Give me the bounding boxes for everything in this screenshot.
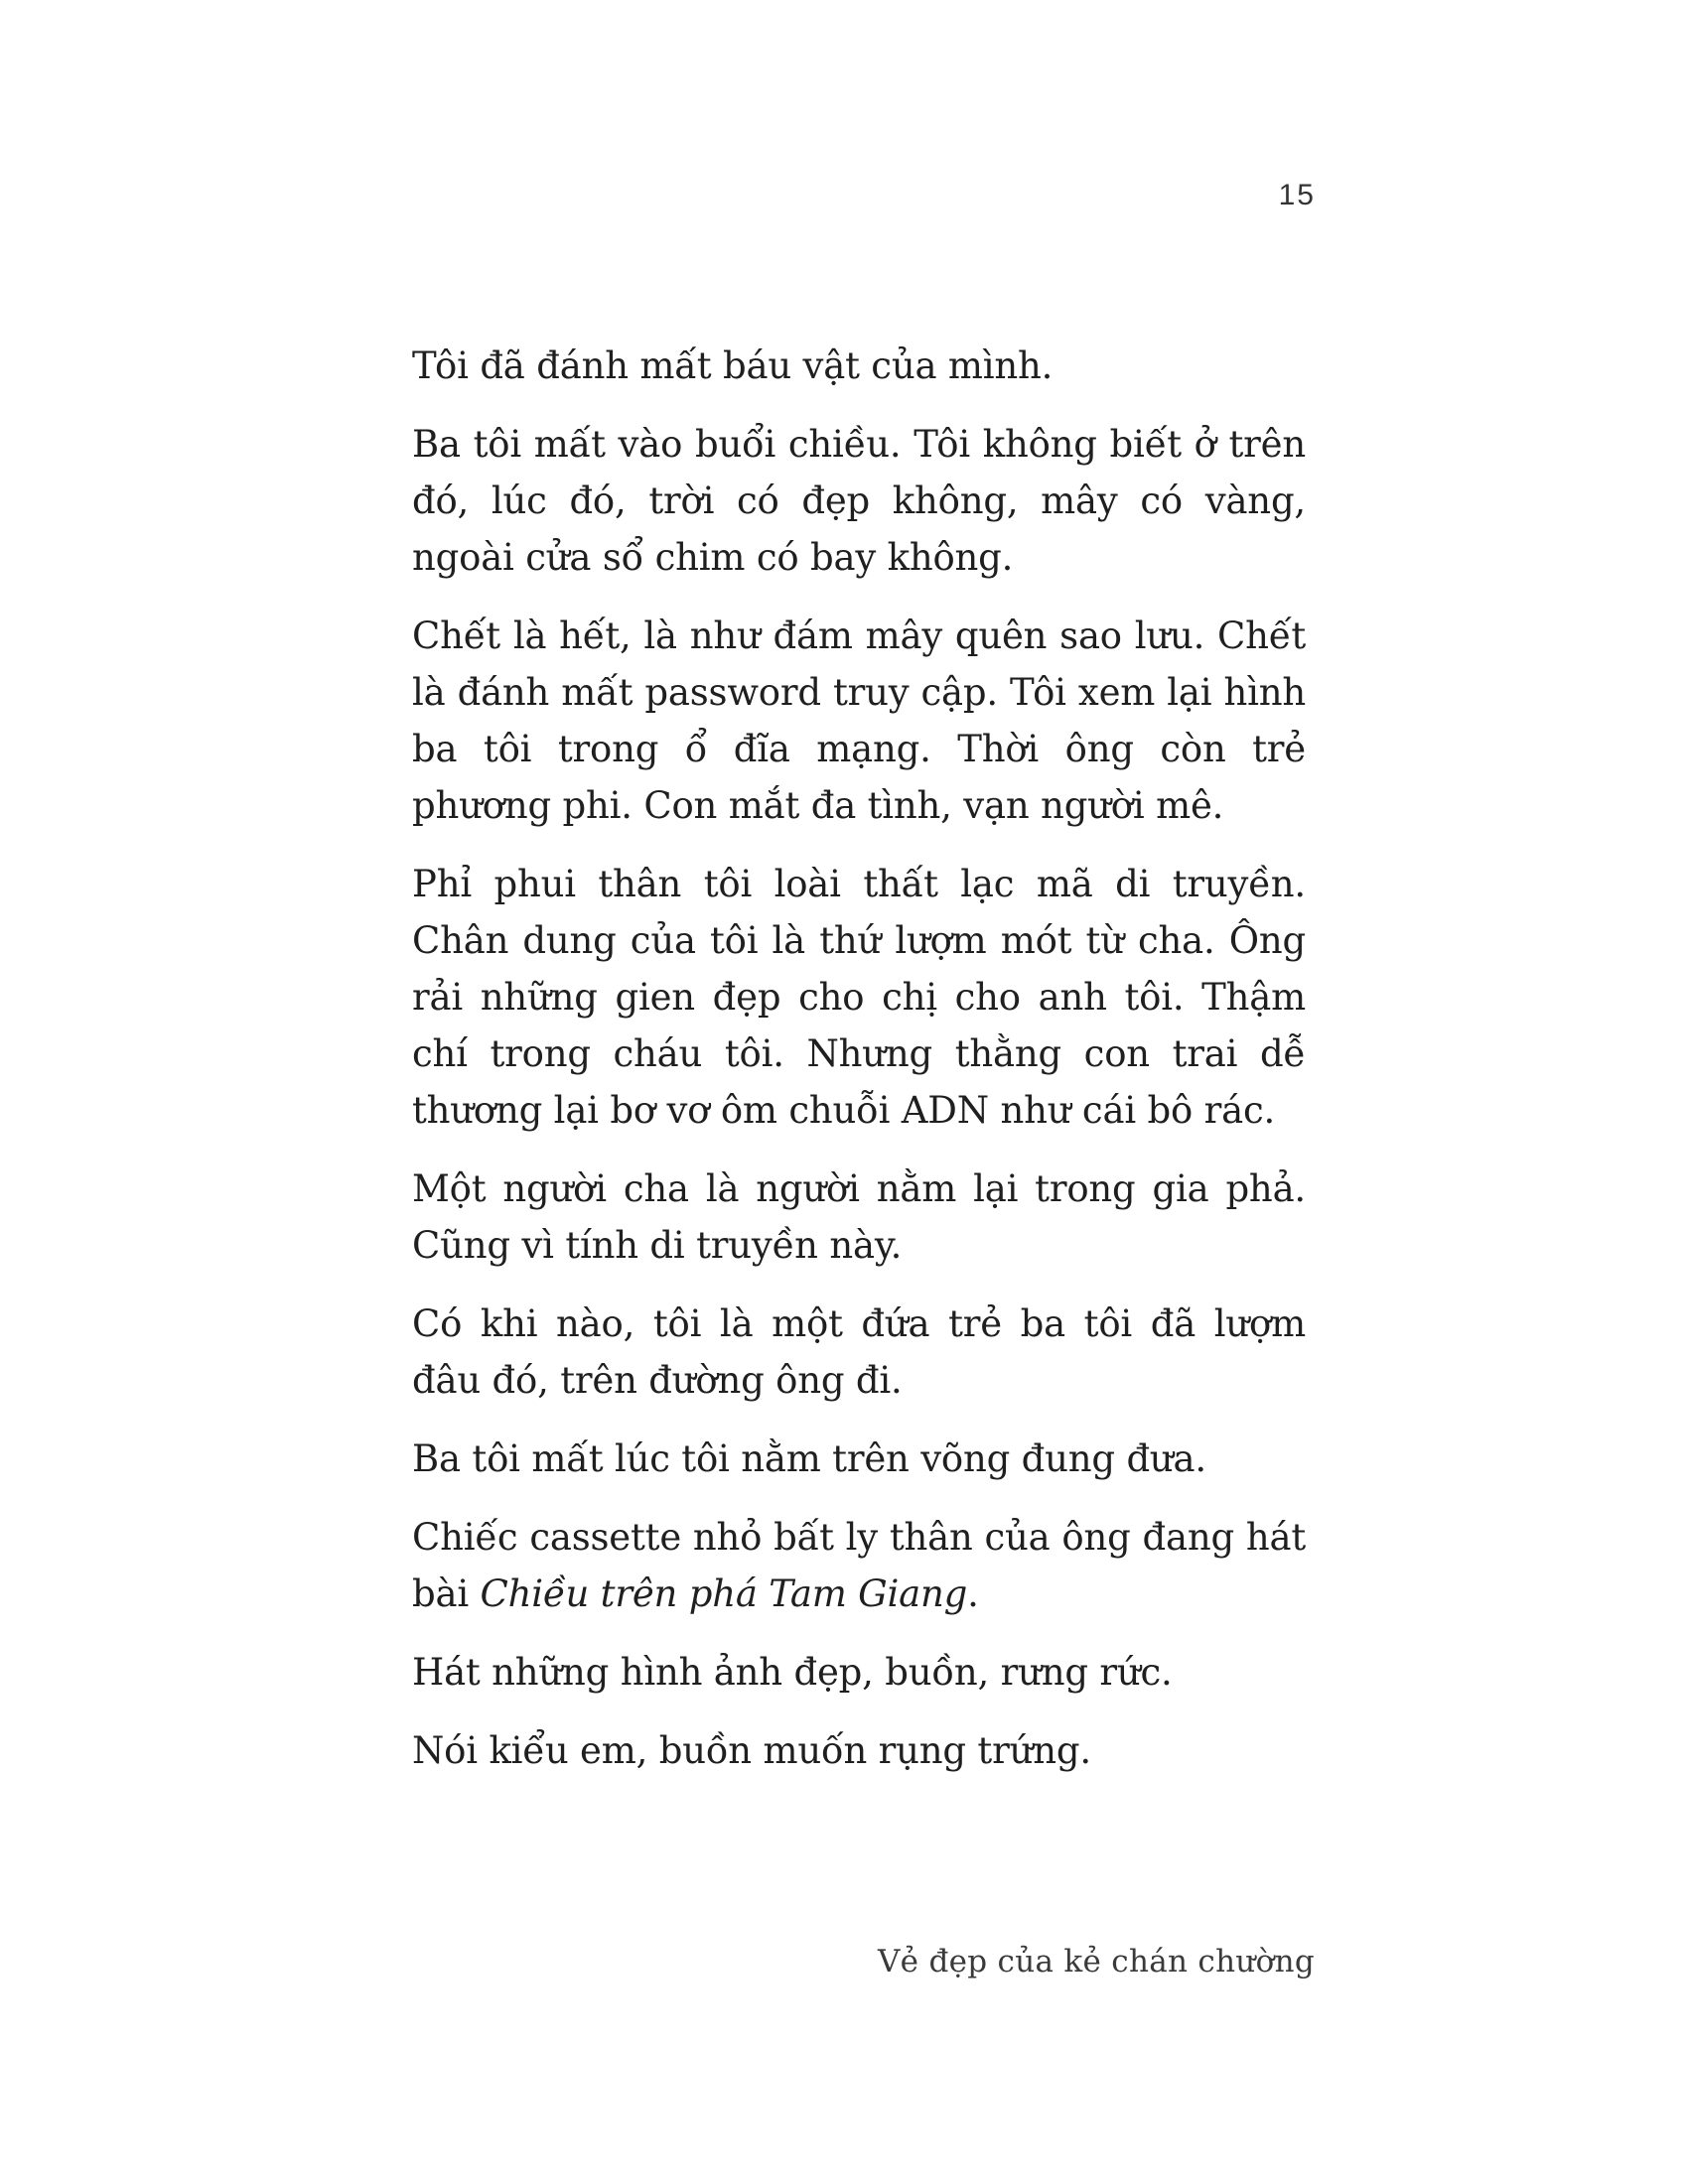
paragraph-2: Ba tôi mất vào buổi chiều. Tôi không biết ở trên đó, lúc đó, trời có đẹp không, mây có vàng, ngoài cửa sổ chim có bay không. [412,423,1306,579]
footer-book-title: Vẻ đẹp của kẻ chán chường [877,1944,1315,1979]
paragraph-3: Chết là hết, là như đám mây quên sao lưu. Chết là đánh mất password truy cập. Tôi xem lại hình ba tôi trong ổ đĩa mạng. Thời ông còn trẻ phương phi. Con mắt đa tình, vạn người mê. [412,614,1306,827]
body-text [412,338,1306,1801]
paragraph-8 [412,1509,1306,1622]
paragraph-7: Ba tôi mất lúc tôi nằm trên võng đung đưa. [412,1437,1206,1480]
paragraph-1: Tôi đã đánh mất báu vật của mình. [412,344,1054,387]
paragraph-9: Hát những hình ảnh đẹp, buồn, rưng rức. [412,1651,1173,1694]
paragraph-8-text-before: Chiếc cassette nhỏ bất ly thân của ông đang hát bài [412,1516,1306,1615]
song-title-italic: Chiều trên phá Tam Giang [480,1572,968,1615]
paragraph-10: Nói kiểu em, buồn muốn rụng trứng. [412,1729,1091,1772]
paragraph-6: Có khi nào, tôi là một đứa trẻ ba tôi đã lượm đâu đó, trên đường ông đi. [412,1302,1306,1402]
page-number: 15 [1278,179,1316,211]
paragraph-4: Phỉ phui thân tôi loài thất lạc mã di truyền. Chân dung của tôi là thứ lượm mót từ cha. Ông rải những gien đẹp cho chị cho anh tôi. Thậm chí trong cháu tôi. Nhưng thằng con trai dễ thương lại bơ vơ ôm chuỗi ADN như cái bô rác. [412,863,1306,1132]
paragraph-8-text-after: . [967,1572,979,1615]
paragraph-5: Một người cha là người nằm lại trong gia phả. Cũng vì tính di truyền này. [412,1167,1306,1267]
